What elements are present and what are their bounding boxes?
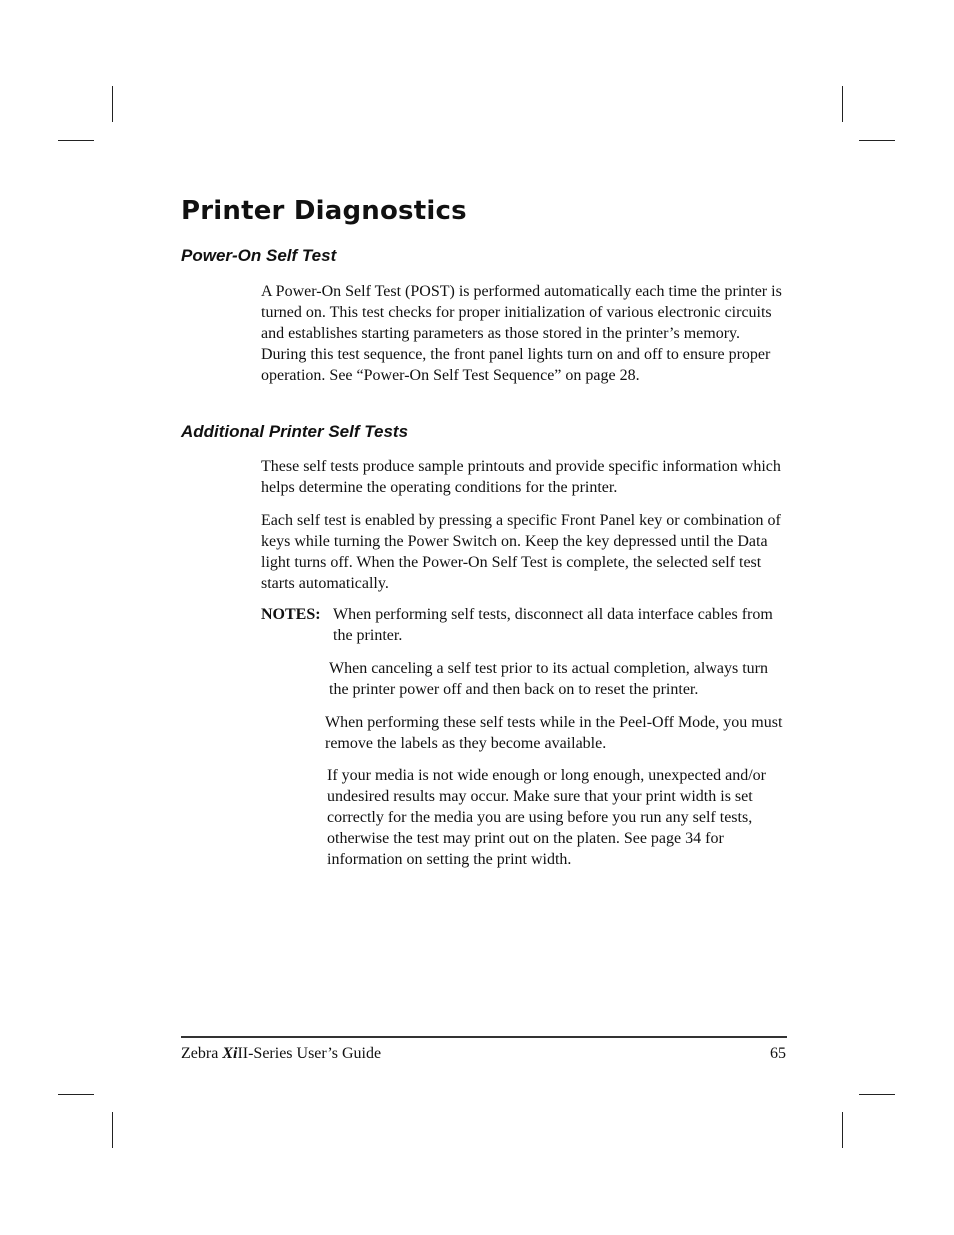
note-item-disconnect-cables: When performing self tests, disconnect all data interface cables from the printer.: [333, 606, 773, 644]
notes-label: NOTES:: [261, 606, 321, 623]
note-item-media-width: If your media is not wide enough or long enough, unexpected and/or undesired results may occur. Make sure that your print width is set correctly for the media you are using before you run any self tests, otherwise the test may print out on the platen. See page 34 for information on setting the print width.: [327, 767, 766, 868]
paragraph-self-tests-intro: These self tests produce sample printouts and provide specific information which helps determine the operating conditions for the printer.: [261, 458, 781, 496]
crop-mark-bottom-left-vertical: [112, 1112, 113, 1148]
note-item-peel-off-mode: When performing these self tests while in the Peel-Off Mode, you must remove the labels as they become available.: [325, 714, 783, 752]
crop-mark-top-left-horizontal: [58, 140, 94, 141]
crop-mark-bottom-right-horizontal: [859, 1094, 895, 1095]
footer-brand-mark: Xi: [222, 1045, 238, 1062]
crop-mark-top-right-vertical: [842, 86, 843, 122]
page-number: 65: [770, 1045, 786, 1062]
footer-guide-title: [181, 1045, 381, 1063]
section-heading-power-on-self-test: Power-On Self Test: [181, 246, 337, 265]
section-heading-additional-self-tests: Additional Printer Self Tests: [181, 422, 409, 441]
crop-mark-bottom-right-vertical: [842, 1112, 843, 1148]
footer-prefix: Zebra: [181, 1045, 223, 1062]
crop-mark-top-right-horizontal: [859, 140, 895, 141]
paragraph-post-description: A Power-On Self Test (POST) is performed automatically each time the printer is turned on. This test checks for proper initialization of various electronic circuits and establishes starting parameters as those stored in the printer’s memory. During this test sequence, the front panel lights turn on and off to ensure proper operation. See “Power-On Self Test Sequence” on page 28.: [261, 283, 782, 384]
footer-suffix: II-Series User’s Guide: [237, 1045, 382, 1062]
paragraph-self-test-enable: Each self test is enabled by pressing a specific Front Panel key or combination of keys while turning the Power Switch on. Keep the key depressed until the Data light turns off. When the Power-On Self Test is complete, the selected self test starts automatically.: [261, 512, 781, 592]
footer-rule: [181, 1036, 787, 1038]
note-item-cancel-self-test: When canceling a self test prior to its actual completion, always turn the printer power off and then back on to reset the printer.: [329, 660, 768, 698]
crop-mark-top-left-vertical: [112, 86, 113, 122]
crop-mark-bottom-left-horizontal: [58, 1094, 94, 1095]
page-title: Printer Diagnostics: [181, 196, 467, 226]
